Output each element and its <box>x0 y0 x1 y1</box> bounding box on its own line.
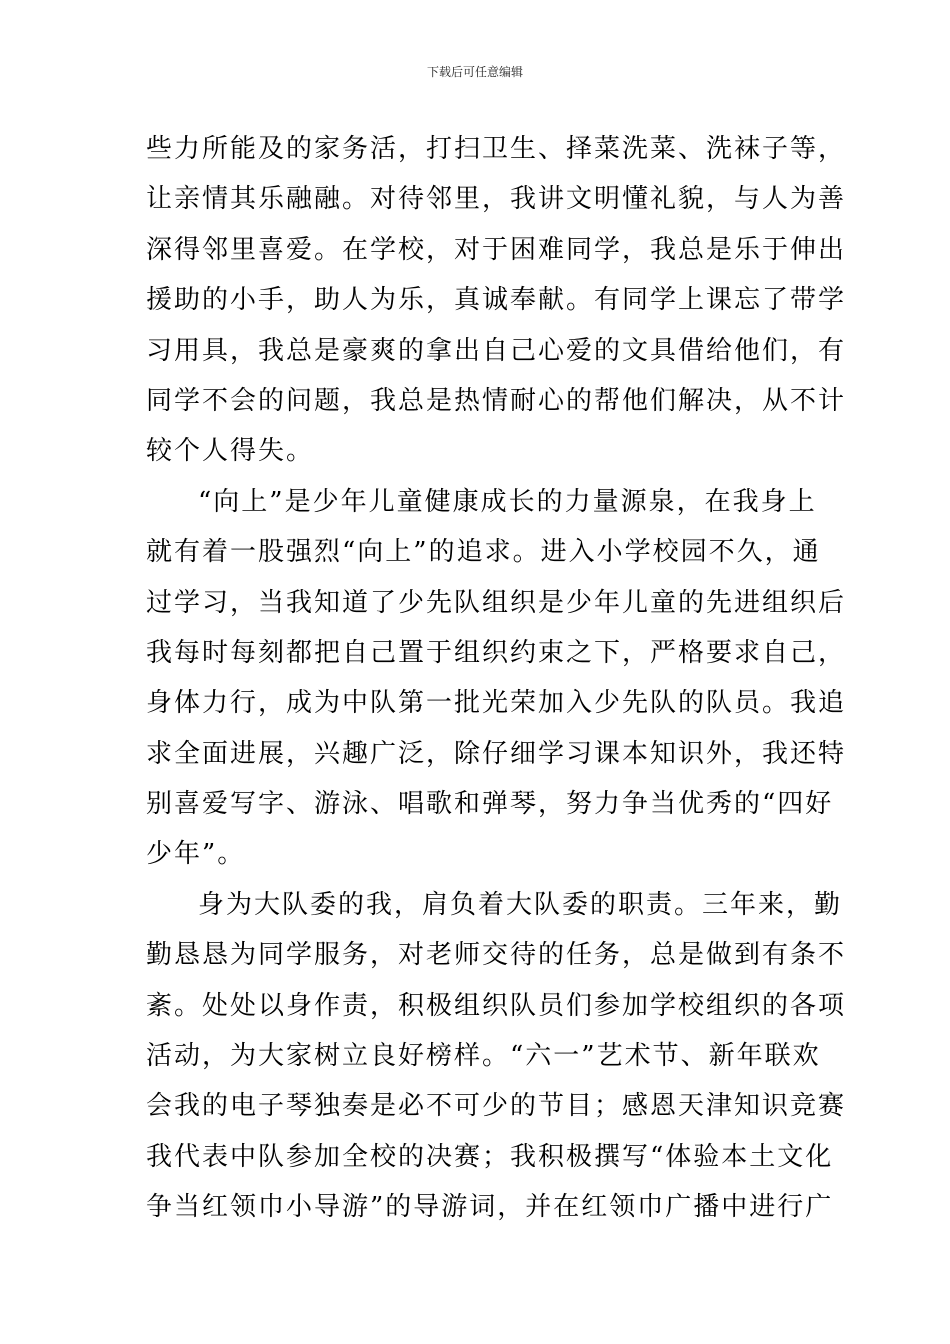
text-line: 习用具，我总是豪爽的拿出自己心爱的文具借给他们，有 <box>146 335 847 366</box>
text-line: 深得邻里喜爱。在学校，对于困难同学，我总是乐于伸出 <box>146 234 847 265</box>
text-line: 让亲情其乐融融。对待邻里，我讲文明懂礼貌，与人为善 <box>146 184 847 215</box>
text-line: 较个人得失。 <box>146 436 315 467</box>
text-line: 紊。处处以身作责，积极组织队员们参加学校组织的各项 <box>146 990 847 1021</box>
text-line: 我代表中队参加全校的决赛；我积极撰写“体验本土文化 <box>146 1141 834 1172</box>
page-header: 下载后可任意编辑 <box>426 65 523 79</box>
text-line: 同学不会的问题，我总是热情耐心的帮他们解决，从不计 <box>146 385 847 416</box>
text-line: 求全面进展，兴趣广泛，除仔细学习课本知识外，我还特 <box>146 738 847 769</box>
text-line: 别喜爱写字、游泳、唱歌和弹琴，努力争当优秀的“四好 <box>146 789 834 820</box>
text-line: 争当红领巾小导游”的导游词，并在红领巾广播中进行广 <box>146 1192 834 1223</box>
text-line: 少年”。 <box>146 839 246 870</box>
text-line: 活动，为大家树立良好榜样。“六一”艺术节、新年联欢 <box>146 1041 821 1072</box>
paragraph-start-line: “向上”是少年儿童健康成长的力量源泉，在我身上 <box>198 486 817 517</box>
text-line: 我每时每刻都把自己置于组织约束之下，严格要求自己， <box>146 637 847 668</box>
text-line: 过学习，当我知道了少先队组织是少年儿童的先进组织后 <box>146 587 847 618</box>
text-line: 身体力行，成为中队第一批光荣加入少先队的队员。我追 <box>146 688 847 719</box>
text-line: 些力所能及的家务活，打扫卫生、择菜洗菜、洗袜子等， <box>146 134 847 164</box>
text-line: 援助的小手，助人为乐，真诚奉献。有同学上课忘了带学 <box>146 285 847 316</box>
text-line: 勤恳恳为同学服务，对老师交待的任务，总是做到有条不 <box>146 940 847 971</box>
body-text <box>146 124 847 1233</box>
text-line: 就有着一股强烈“向上”的追求。进入小学校园不久，通 <box>146 537 821 568</box>
text-line: 会我的电子琴独奏是必不可少的节目；感恩天津知识竞赛 <box>146 1091 847 1122</box>
paragraph-start-line: 身为大队委的我，肩负着大队委的职责。三年来，勤 <box>198 889 843 920</box>
